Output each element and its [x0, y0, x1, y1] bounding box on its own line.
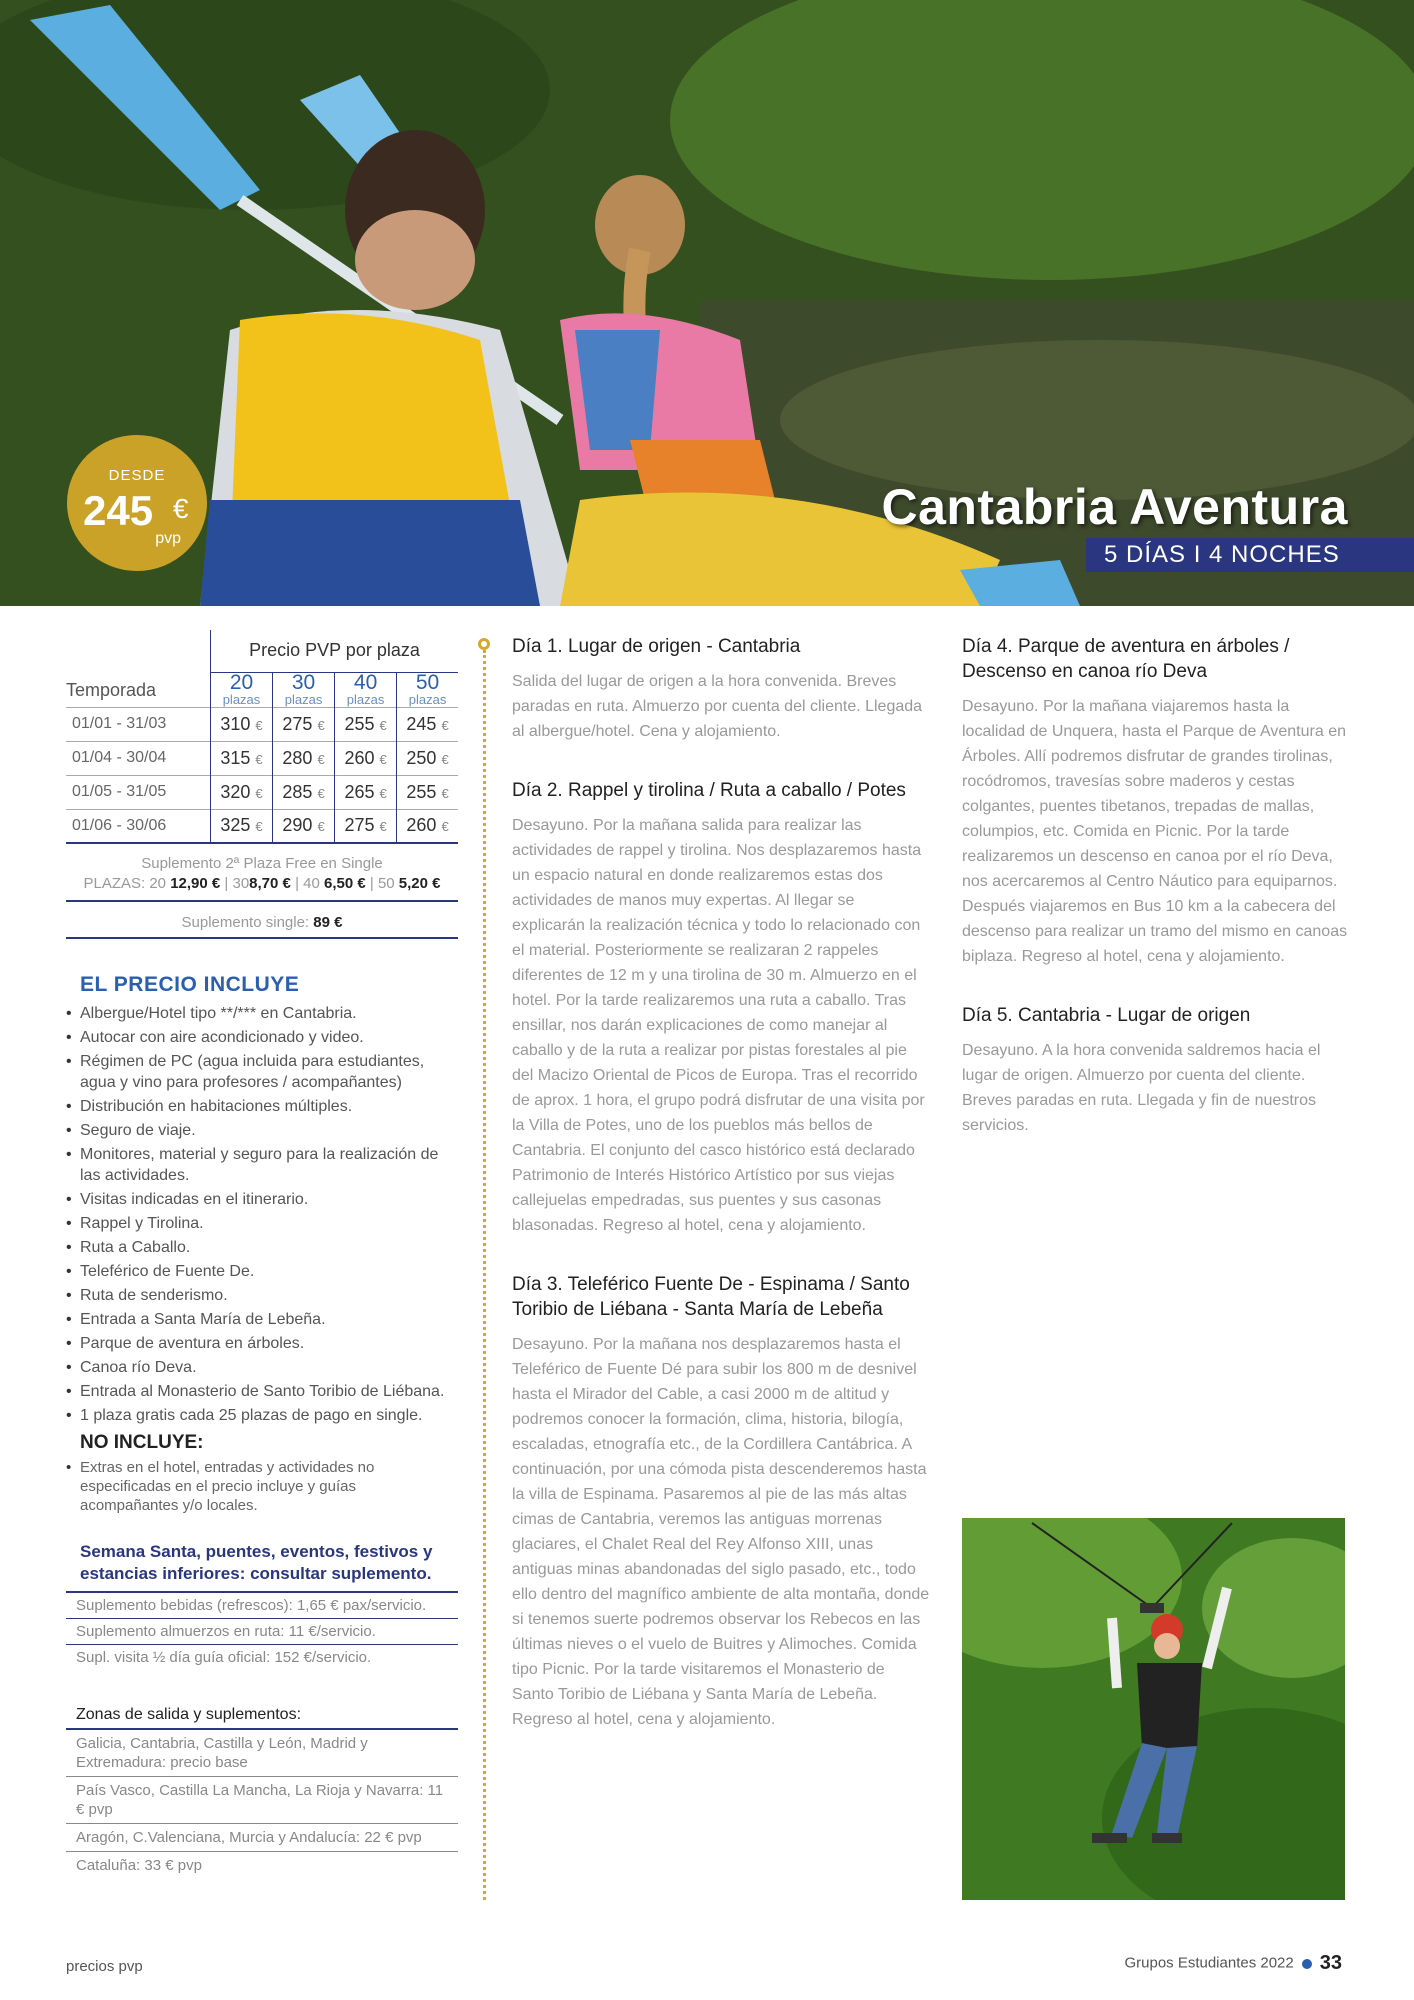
day-title: Día 3. Teleférico Fuente De - Espinama / Santo Toribio de Liébana - Santa María de Lebeña	[512, 1274, 910, 1320]
itinerary-column-1	[512, 634, 930, 1766]
extras-table	[66, 1591, 458, 1670]
publication-name: Grupos Estudiantes 2022	[1124, 1954, 1294, 1972]
list-item: • Ruta a Caballo.	[66, 1237, 458, 1258]
zipline-photo	[962, 1518, 1345, 1900]
second-place-supplement: Suplemento 2ª Plaza Free en Single PLAZAS: 20 12,90 € | 308,70 € | 40 6,50 € | 50 5,20 €	[66, 854, 458, 902]
badge-from: DESDE	[108, 467, 166, 484]
includes-title: EL PRECIO INCLUYE	[80, 973, 300, 996]
list-item: • Régimen de PC (agua incluida para estudiantes, agua y vino para profesores / acompañantes)	[66, 1051, 458, 1093]
day-title: Día 1. Lugar de origen - Cantabria	[512, 636, 801, 657]
list-item: • Seguro de viaje.	[66, 1120, 458, 1141]
bullet-icon	[1302, 1959, 1312, 1969]
table-row: Suplemento bebidas (refrescos): 1,65 € pax/servicio.	[66, 1591, 458, 1618]
pricing-column	[66, 630, 458, 1879]
day-3	[512, 1272, 930, 1732]
dotted-divider	[483, 650, 486, 1900]
day-text: Desayuno. Por la mañana salida para realizar las actividades de rappel y tirolina. Nos desplazaremos hasta un espacio natural en donde realizaremos estas dos actividades de manos muy expertas. Al llegar se explicarán la realización técnica y todo lo relacionado con el material. Posteriormente se realizaran 2 rappeles diferentes de 12 m y una tirolina de 30 m. Almuerzo en el hotel. Por la tarde realizaremos una ruta a caballo. Tras ensillar, nos darán explicaciones de como manejar al caballo y de la ruta a realizar por pistas forestales al pie del Macizo Oriental de Picos de Europa. Tras el recorrido de aprox. 1 hora, el grupo podrá disfrutar de una visita por la Villa de Potes, uno de los pueblos más bellos de Cantabria. El conjunto del casco histórico está declarado Patrimonio de Interés Histórico Artístico por sus viejas callejuelas empedradas, sus puentes y sus casonas blasonadas. Regreso al hotel, cena y alojamiento.	[512, 817, 925, 1234]
not-included-text: • Extras en el hotel, entradas y actividades no especificadas en el precio incluye y guías acompañantes y/o locales.	[66, 1458, 458, 1515]
separator-pin-icon	[478, 638, 490, 650]
day-text: Salida del lugar de origen a la hora convenida. Breves paradas en ruta. Almuerzo por cuenta del cliente. Llegada al albergue/hotel. Cena y alojamiento.	[512, 673, 923, 740]
list-item: • Albergue/Hotel tipo **/*** en Cantabria.	[66, 1003, 458, 1024]
table-row: País Vasco, Castilla La Mancha, La Rioja y Navarra: 11 € pvp	[66, 1776, 458, 1823]
semana-santa-note: Semana Santa, puentes, eventos, festivos y estancias inferiores: consultar suplemento.	[80, 1542, 433, 1583]
hero-banner	[0, 0, 1414, 606]
table-row: Supl. visita ½ día guía oficial: 152 €/servicio.	[66, 1644, 458, 1670]
day-5	[962, 1003, 1352, 1138]
day-title: Día 2. Rappel y tirolina / Ruta a caballo / Potes	[512, 780, 906, 801]
includes-list	[66, 1003, 458, 1426]
footer-right	[1124, 1952, 1342, 1975]
day-text: Desayuno. A la hora convenida saldremos hacia el lugar de origen. Almuerzo por cuenta del cliente. Breves paradas en ruta. Llegada y fin de nuestros servicios.	[962, 1042, 1321, 1134]
list-item: • Monitores, material y seguro para la realización de las actividades.	[66, 1144, 458, 1186]
table-row: 01/06 - 30/06 325 € 290 € 275 € 260 €	[66, 809, 458, 843]
list-item: • Distribución en habitaciones múltiples.	[66, 1096, 458, 1117]
day-1	[512, 634, 930, 744]
page-number: 33	[1319, 1952, 1342, 1974]
badge-currency: €	[173, 493, 189, 524]
trip-duration: 5 DÍAS I 4 NOCHES	[1086, 538, 1414, 572]
col-50: 50 plazas	[397, 672, 458, 707]
day-title: Día 5. Cantabria - Lugar de origen	[962, 1005, 1251, 1026]
itinerary-column-2	[962, 634, 1352, 1172]
list-item: • Entrada a Santa María de Lebeña.	[66, 1309, 458, 1330]
season-header: Temporada	[66, 679, 157, 700]
col-40: 40 plazas	[335, 672, 397, 707]
price-table-title: Precio PVP por plaza	[210, 630, 458, 672]
list-item: • Autocar con aire acondicionado y video.	[66, 1027, 458, 1048]
day-2	[512, 778, 930, 1238]
day-text: Desayuno. Por la mañana nos desplazaremos hasta el Teleférico de Fuente Dé para subir los 800 m de desnivel hasta el Mirador del Cable, a casi 2000 m de altitud y podremos conocer la formación, clima, historia, bilogía, escaladas, etnografía etc., de la Cordillera Cantábrica. A continuación, por una cómoda pista descenderemos hasta la villa de Espinama. Pasaremos al pie de las más altas cimas de Cantabria, veremos las antiguas morrenas glaciares, el Chalet Real del Rey Alfonso XIII, unas antiguas minas abandonadas del siglo pasado, etc., todo ello dentro del magnífico ambiente de alta montaña, donde si tenemos suerte podremos observar los Rebecos en las últimas nieves o el vuelo de Buitres y Alimoches. Comida tipo Picnic. Por la tarde visitaremos el Monasterio de Santo Toribio de Liébana y Santa María de Lebeña. Regreso al hotel, cena y alojamiento.	[512, 1336, 930, 1728]
col-20: 20 plazas	[210, 672, 272, 707]
list-item: • Entrada al Monasterio de Santo Toribio de Liébana.	[66, 1381, 458, 1402]
not-included-title: NO INCLUYE:	[80, 1432, 204, 1453]
list-item: • Teleférico de Fuente De.	[66, 1261, 458, 1282]
list-item: • Rappel y Tirolina.	[66, 1213, 458, 1234]
col-30: 30 plazas	[273, 672, 335, 707]
zonas-table	[66, 1728, 458, 1879]
price-table	[66, 630, 458, 844]
list-item: • Ruta de senderismo.	[66, 1285, 458, 1306]
footer-left: precios pvp	[66, 1958, 143, 1975]
day-4	[962, 634, 1352, 969]
table-row: 01/04 - 30/04 315 € 280 € 260 € 250 €	[66, 741, 458, 775]
table-row: 01/05 - 31/05 320 € 285 € 265 € 255 €	[66, 775, 458, 809]
table-row: Cataluña: 33 € pvp	[66, 1851, 458, 1879]
list-item: • Canoa río Deva.	[66, 1357, 458, 1378]
day-text: Desayuno. Por la mañana viajaremos hasta la localidad de Unquera, hasta el Parque de Aventura en Árboles. Allí podremos disfrutar de grandes tirolinas, rocódromos, travesías sobre maderos y cestas colgantes, puentes tibetanos, trepadas de mallas, columpios, etc. Comida en Picnic. Por la tarde realizaremos un descenso en canoa por el río Deva, nos acercaremos al Centro Náutico para equiparnos. Después viajaremos en Bus 10 km a la cabecera del descenso para realizar un tramo del mismo en canoas biplaza. Regreso al hotel, cena y alojamiento.	[962, 698, 1348, 965]
page-title: Cantabria Aventura	[881, 479, 1348, 535]
table-row: 01/01 - 31/03 310 € 275 € 255 € 245 €	[66, 707, 458, 741]
zonas-title: Zonas de salida y suplementos:	[76, 1706, 302, 1723]
list-item: • 1 plaza gratis cada 25 plazas de pago en single.	[66, 1405, 458, 1426]
list-item: • Visitas indicadas en el itinerario.	[66, 1189, 458, 1210]
list-item: • Parque de aventura en árboles.	[66, 1333, 458, 1354]
table-row: Aragón, C.Valenciana, Murcia y Andalucía: 22 € pvp	[66, 1823, 458, 1851]
single-supplement: Suplemento single: 89 €	[66, 914, 458, 939]
table-row: Suplemento almuerzos en ruta: 11 €/servicio.	[66, 1618, 458, 1644]
badge-pvp: pvp	[155, 530, 181, 547]
zipline-image	[962, 1518, 1345, 1900]
table-row: Galicia, Cantabria, Castilla y León, Madrid y Extremadura: precio base	[66, 1728, 458, 1776]
badge-amount: 245	[83, 487, 154, 534]
price-badge	[67, 435, 207, 571]
day-title: Día 4. Parque de aventura en árboles / Descenso en canoa río Deva	[962, 636, 1290, 682]
